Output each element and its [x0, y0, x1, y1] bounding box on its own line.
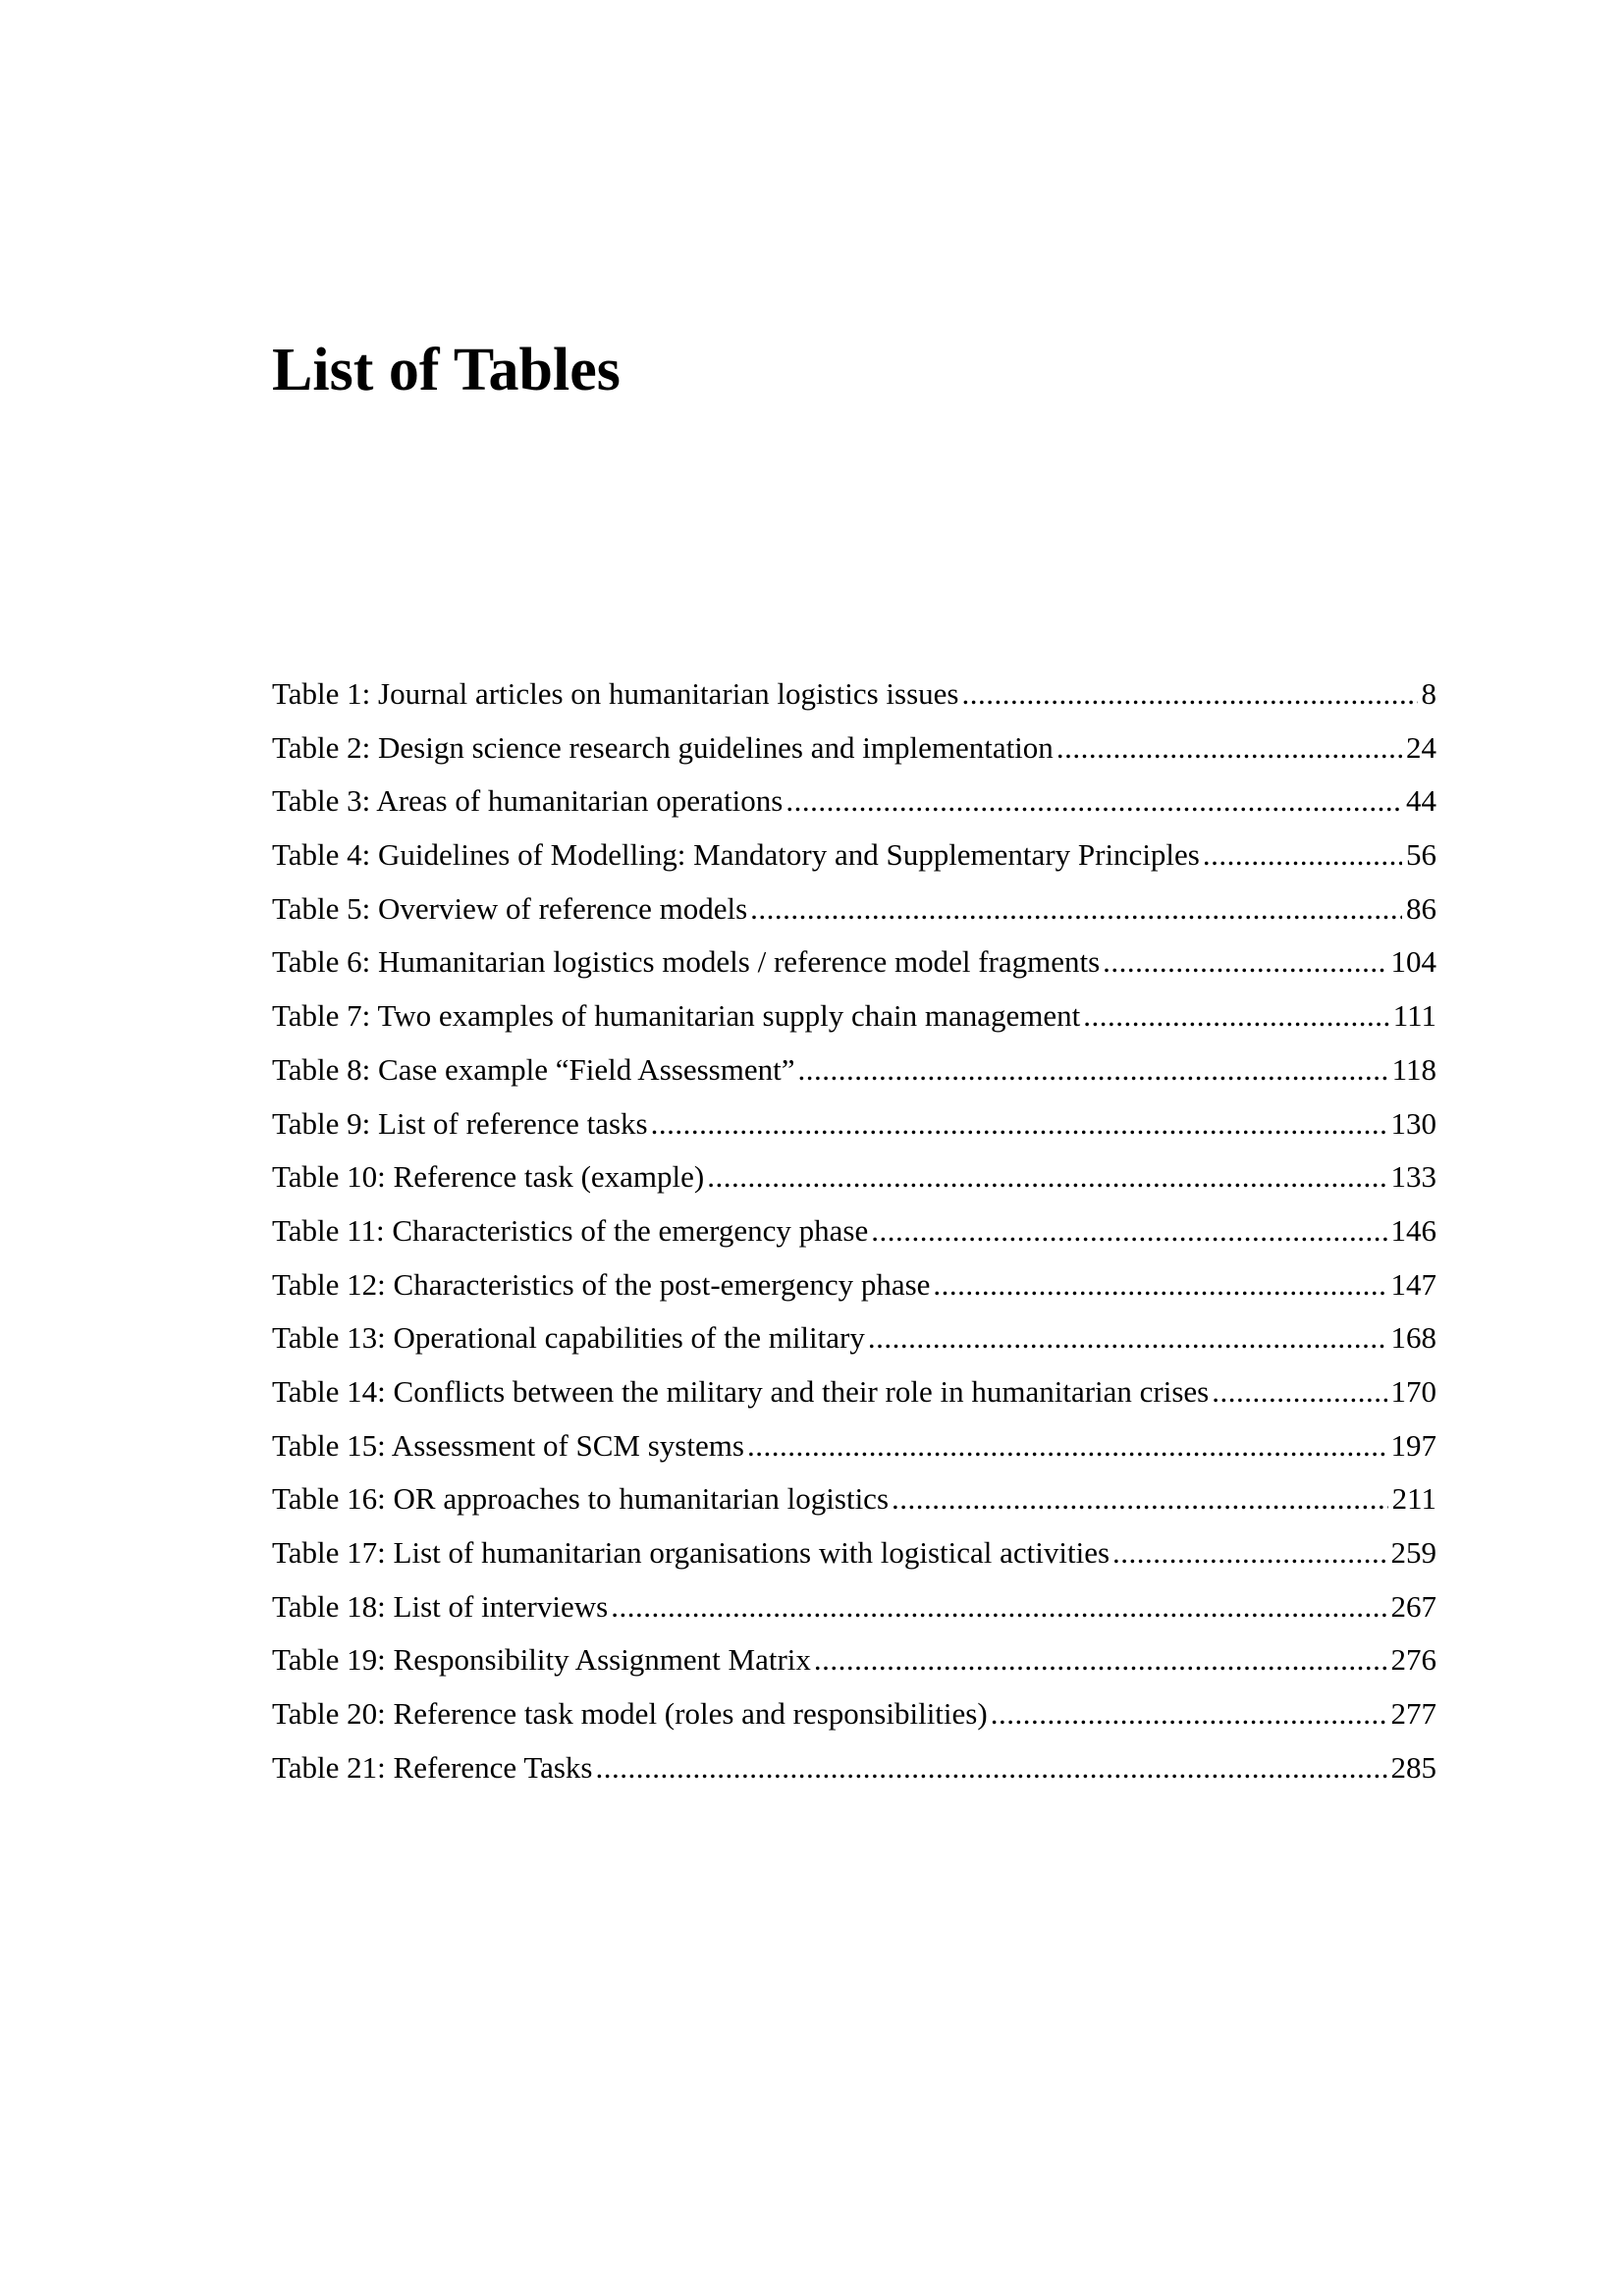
toc-entry-page-number: 259	[1390, 1535, 1436, 1570]
dot-leader	[868, 1311, 1387, 1365]
toc-entry[interactable]	[272, 1150, 1436, 1204]
toc-entry-page-number: 277	[1390, 1696, 1436, 1732]
toc-entry-page-number: 44	[1406, 783, 1436, 819]
toc-entry-title: Table 2: Design science research guidelines and implementation	[272, 729, 1054, 765]
toc-entry-title: Table 12: Characteristics of the post-emergency phase	[272, 1266, 931, 1302]
dot-leader	[611, 1580, 1386, 1634]
dot-leader	[707, 1150, 1386, 1204]
toc-entry[interactable]	[272, 1258, 1436, 1312]
toc-entry-page-number: 276	[1390, 1642, 1436, 1678]
toc-entry[interactable]	[272, 1311, 1436, 1365]
toc-entry-title: Table 15: Assessment of SCM systems	[272, 1427, 744, 1463]
page-title: List of Tables	[272, 337, 621, 403]
toc-entry-page-number: 56	[1406, 837, 1436, 873]
dot-leader	[1083, 989, 1389, 1043]
toc-entry-page-number: 133	[1390, 1159, 1436, 1195]
toc-entry[interactable]	[272, 1204, 1436, 1258]
toc-entry[interactable]	[272, 828, 1436, 882]
toc-entry-title: Table 5: Overview of reference models	[272, 890, 748, 926]
toc-entry-title: Table 1: Journal articles on humanitarian logistics issues	[272, 676, 959, 711]
toc-entry-page-number: 86	[1406, 890, 1436, 926]
toc-entry[interactable]	[272, 1043, 1436, 1097]
dot-leader	[933, 1258, 1386, 1312]
dot-leader	[1056, 721, 1402, 775]
toc-entry-page-number: 130	[1390, 1105, 1436, 1141]
toc-entry-title: Table 14: Conflicts between the military and their role in humanitarian crises	[272, 1373, 1210, 1409]
dot-leader	[595, 1741, 1386, 1795]
toc-entry-title: Table 8: Case example “Field Assessment”	[272, 1051, 795, 1087]
toc-entry[interactable]	[272, 1419, 1436, 1473]
dot-leader	[892, 1472, 1388, 1526]
dot-leader	[785, 774, 1402, 828]
toc-entry-page-number: 24	[1406, 729, 1436, 765]
toc-entry[interactable]	[272, 882, 1436, 936]
toc-entry[interactable]	[272, 1687, 1436, 1741]
dot-leader	[797, 1043, 1387, 1097]
toc-entry-page-number: 267	[1390, 1588, 1436, 1624]
dot-leader	[747, 1419, 1387, 1473]
toc-entry-page-number: 170	[1390, 1373, 1436, 1409]
toc-entry-title: Table 18: List of interviews	[272, 1588, 609, 1624]
toc-entry-page-number: 197	[1390, 1427, 1436, 1463]
dot-leader	[1203, 828, 1402, 882]
toc-entry[interactable]	[272, 1472, 1436, 1526]
toc-entry[interactable]	[272, 1633, 1436, 1687]
toc-entry[interactable]	[272, 1741, 1436, 1795]
toc-entry-page-number: 147	[1390, 1266, 1436, 1302]
dot-leader	[991, 1687, 1387, 1741]
toc-entry-title: Table 9: List of reference tasks	[272, 1105, 648, 1141]
dot-leader	[651, 1097, 1387, 1151]
dot-leader	[871, 1204, 1386, 1258]
toc-entry[interactable]	[272, 1097, 1436, 1151]
toc-entry-page-number: 111	[1392, 998, 1436, 1034]
toc-entry-page-number: 8	[1421, 676, 1436, 711]
toc-entry-title: Table 21: Reference Tasks	[272, 1749, 593, 1785]
toc-entry-title: Table 3: Areas of humanitarian operations	[272, 783, 784, 819]
toc-entry-title: Table 17: List of humanitarian organisations with logistical activities	[272, 1535, 1110, 1570]
toc-entry-page-number: 104	[1390, 944, 1436, 980]
toc-entry[interactable]	[272, 774, 1436, 828]
toc-entry-page-number: 168	[1390, 1320, 1436, 1356]
toc-entry[interactable]	[272, 721, 1436, 775]
toc-entry-page-number: 211	[1391, 1481, 1436, 1517]
dot-leader	[814, 1633, 1387, 1687]
toc-entry-page-number: 118	[1391, 1051, 1436, 1087]
toc-entry[interactable]	[272, 989, 1436, 1043]
dot-leader	[1103, 935, 1386, 989]
toc-entry-page-number: 285	[1390, 1749, 1436, 1785]
toc-entry[interactable]	[272, 935, 1436, 989]
list-of-tables	[272, 667, 1436, 1794]
toc-entry[interactable]	[272, 1365, 1436, 1419]
toc-entry[interactable]	[272, 1580, 1436, 1634]
toc-entry-title: Table 4: Guidelines of Modelling: Mandatory and Supplementary Principles	[272, 837, 1200, 873]
toc-entry-title: Table 19: Responsibility Assignment Matrix	[272, 1642, 811, 1678]
dot-leader	[1112, 1526, 1386, 1580]
toc-entry-title: Table 10: Reference task (example)	[272, 1159, 705, 1195]
toc-entry-title: Table 11: Characteristics of the emergency phase	[272, 1212, 869, 1248]
toc-entry-title: Table 13: Operational capabilities of the military	[272, 1320, 865, 1356]
toc-entry-title: Table 7: Two examples of humanitarian supply chain management	[272, 998, 1081, 1034]
dot-leader	[961, 667, 1417, 721]
toc-entry-page-number: 146	[1390, 1212, 1436, 1248]
toc-entry-title: Table 20: Reference task model (roles and responsibilities)	[272, 1696, 988, 1732]
toc-entry[interactable]	[272, 1526, 1436, 1580]
dot-leader	[750, 882, 1402, 936]
toc-entry-title: Table 6: Humanitarian logistics models / reference model fragments	[272, 944, 1101, 980]
toc-entry-title: Table 16: OR approaches to humanitarian logistics	[272, 1481, 890, 1517]
dot-leader	[1212, 1365, 1386, 1419]
toc-entry[interactable]	[272, 667, 1436, 721]
